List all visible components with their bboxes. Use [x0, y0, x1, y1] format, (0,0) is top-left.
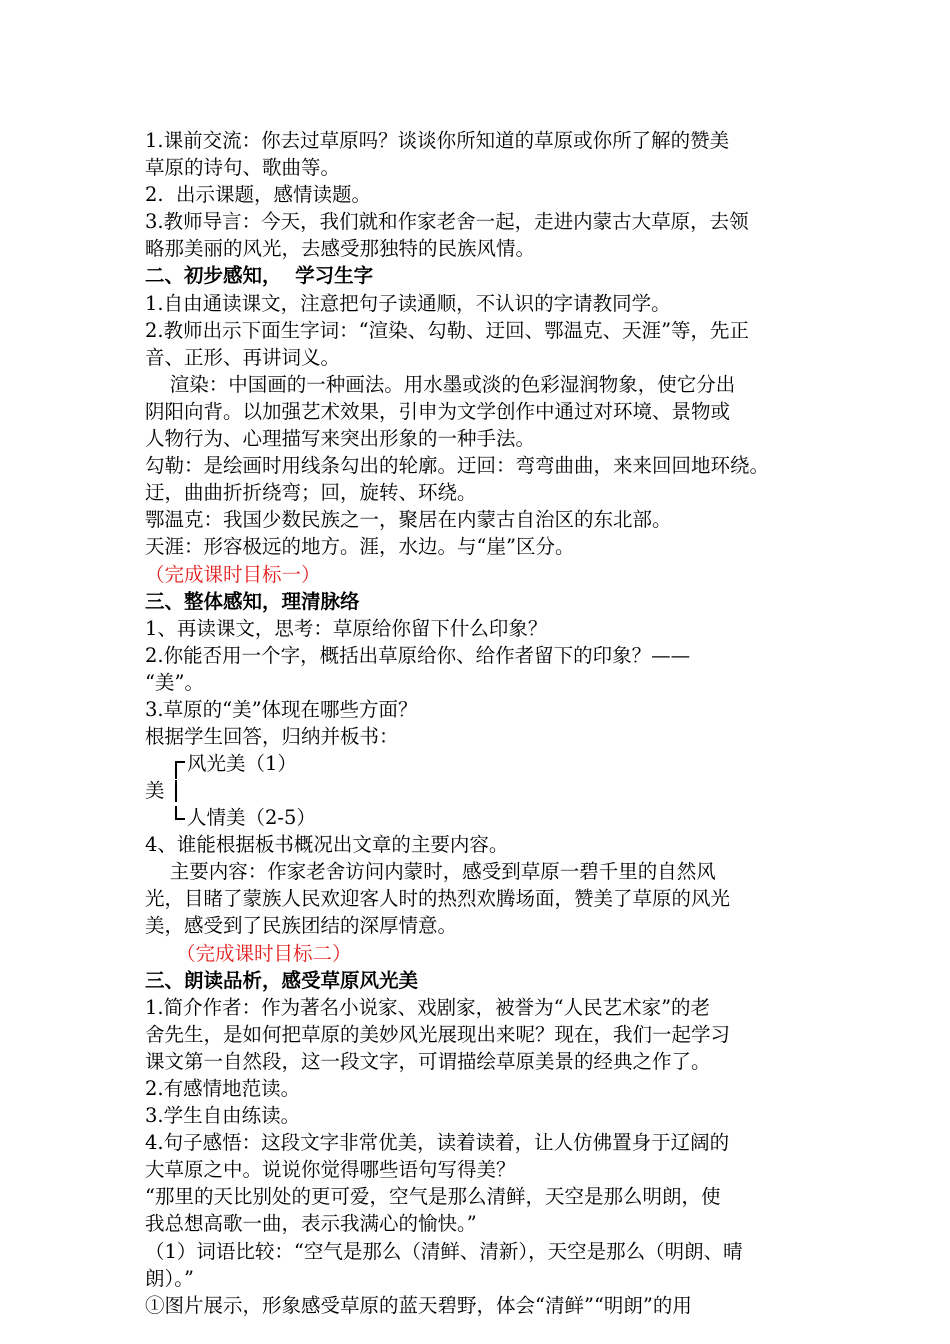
- paragraph-line: 渲染：中国画的一种画法。用水墨或淡的色彩湿润物象，使它分出: [145, 372, 736, 396]
- paragraph-line: 2.你能否用一个字，概括出草原给你、给作者留下的印象？——: [145, 643, 691, 667]
- paragraph-line: 天涯：形容极远的地方。涯，水边。与“崖”区分。: [145, 535, 575, 559]
- paragraph-line: 勾勒：是绘画时用线条勾出的轮廓。迂回：弯弯曲曲，来来回回地环绕。: [145, 454, 770, 478]
- paragraph-line: 3.草原的“美”体现在哪些方面？: [145, 697, 418, 721]
- paragraph-line: 4、谁能根据板书概况出文章的主要内容。: [145, 833, 509, 857]
- paragraph-line: 我总想高歌一曲，表示我满心的愉快。”: [145, 1212, 477, 1236]
- paragraph-line: 大草原之中。说说你觉得哪些语句写得美？: [145, 1158, 516, 1182]
- paragraph-line: 音、正形、再讲词义。: [145, 345, 341, 369]
- paragraph-line: “美”。: [145, 670, 204, 694]
- paragraph-line: 人物行为、心理描写来突出形象的一种手法。: [145, 427, 536, 451]
- paragraph-line: 舍先生，是如何把草原的美妙风光展现出来呢？现在，我们一起学习: [145, 1022, 731, 1046]
- paragraph-line: 3.学生自由练读。: [145, 1104, 301, 1128]
- board-branch-people: 人情美（2-5）: [187, 806, 316, 830]
- paragraph-line: 光，目睹了蒙族人民欢迎客人时的热烈欢腾场面，赞美了草原的风光: [145, 887, 731, 911]
- lesson-goal-note: （完成课时目标一）: [145, 562, 321, 586]
- section-heading: 三、整体感知，理清脉络: [145, 589, 360, 613]
- paragraph-line: 1.简介作者：作为著名小说家、戏剧家，被誉为“人民艺术家”的老: [145, 995, 711, 1019]
- paragraph-line: 3.教师导言：今天，我们就和作家老舍一起，走进内蒙古大草原，去领: [145, 210, 749, 234]
- paragraph-line: 1.自由通读课文，注意把句子读通顺，不认识的字请教同学。: [145, 291, 671, 315]
- paragraph-line: 2.有感情地范读。: [145, 1077, 301, 1100]
- board-root: 美: [145, 779, 165, 803]
- paragraph-line: 课文第一自然段，这一段文字，可谓描绘草原美景的经典之作了。: [145, 1049, 711, 1073]
- paragraph-line: 2. 出示课题，感情读题。: [145, 183, 372, 207]
- board-branch-scenery: 风光美（1）: [187, 752, 297, 776]
- paragraph-line: 1.课前交流：你去过草原吗？谈谈你所知道的草原或你所了解的赞美: [145, 129, 730, 152]
- paragraph-line: 4.句子感悟：这段文字非常优美，读着读着，让人仿佛置身于辽阔的: [145, 1131, 730, 1155]
- lesson-goal-note: （完成课时目标二）: [145, 941, 352, 965]
- paragraph-line: 根据学生回答，归纳并板书：: [145, 725, 399, 749]
- section-heading: 三、朗读品析，感受草原风光美: [145, 968, 419, 992]
- paragraph-line: 2.教师出示下面生字词：“渲染、勾勒、迂回、鄂温克、天涯”等，先正: [145, 318, 750, 342]
- paragraph-line: 朗）。”: [145, 1266, 194, 1290]
- paragraph-line: “那里的天比别处的更可爱，空气是那么清鲜，天空是那么明朗，使: [145, 1185, 721, 1209]
- paragraph-line: （1）词语比较：“空气是那么（清鲜、清新），天空是那么（明朗、晴: [145, 1239, 743, 1263]
- paragraph-line: 1、再读课文，思考：草原给你留下什么印象？: [145, 616, 548, 640]
- paragraph-line: 主要内容：作家老舍访问内蒙时，感受到草原一碧千里的自然风: [145, 860, 716, 884]
- bracket-middle-stroke: [175, 780, 177, 802]
- section-heading: 二、初步感知， 学习生字: [145, 264, 374, 288]
- paragraph-line: 阴阳向背。以加强艺术效果，引申为文学创作中通过对环境、景物或: [145, 399, 731, 423]
- paragraph-line: 略那美丽的风光，去感受那独特的民族风情。: [145, 237, 536, 261]
- paragraph-line: 草原的诗句、歌曲等。: [145, 156, 341, 180]
- paragraph-line: 鄂温克：我国少数民族之一，聚居在内蒙古自治区的东北部。: [145, 508, 672, 532]
- paragraph-line: 美，感受到了民族团结的深厚情意。: [145, 914, 458, 938]
- paragraph-line: ①图片展示，形象感受草原的蓝天碧野，体会“清鲜”“明朗”的用: [145, 1293, 692, 1317]
- paragraph-line: 迂，曲曲折折绕弯；回，旋转、环绕。: [145, 481, 477, 505]
- document-page: [145, 127, 825, 1319]
- blackboard-outline: [145, 750, 825, 831]
